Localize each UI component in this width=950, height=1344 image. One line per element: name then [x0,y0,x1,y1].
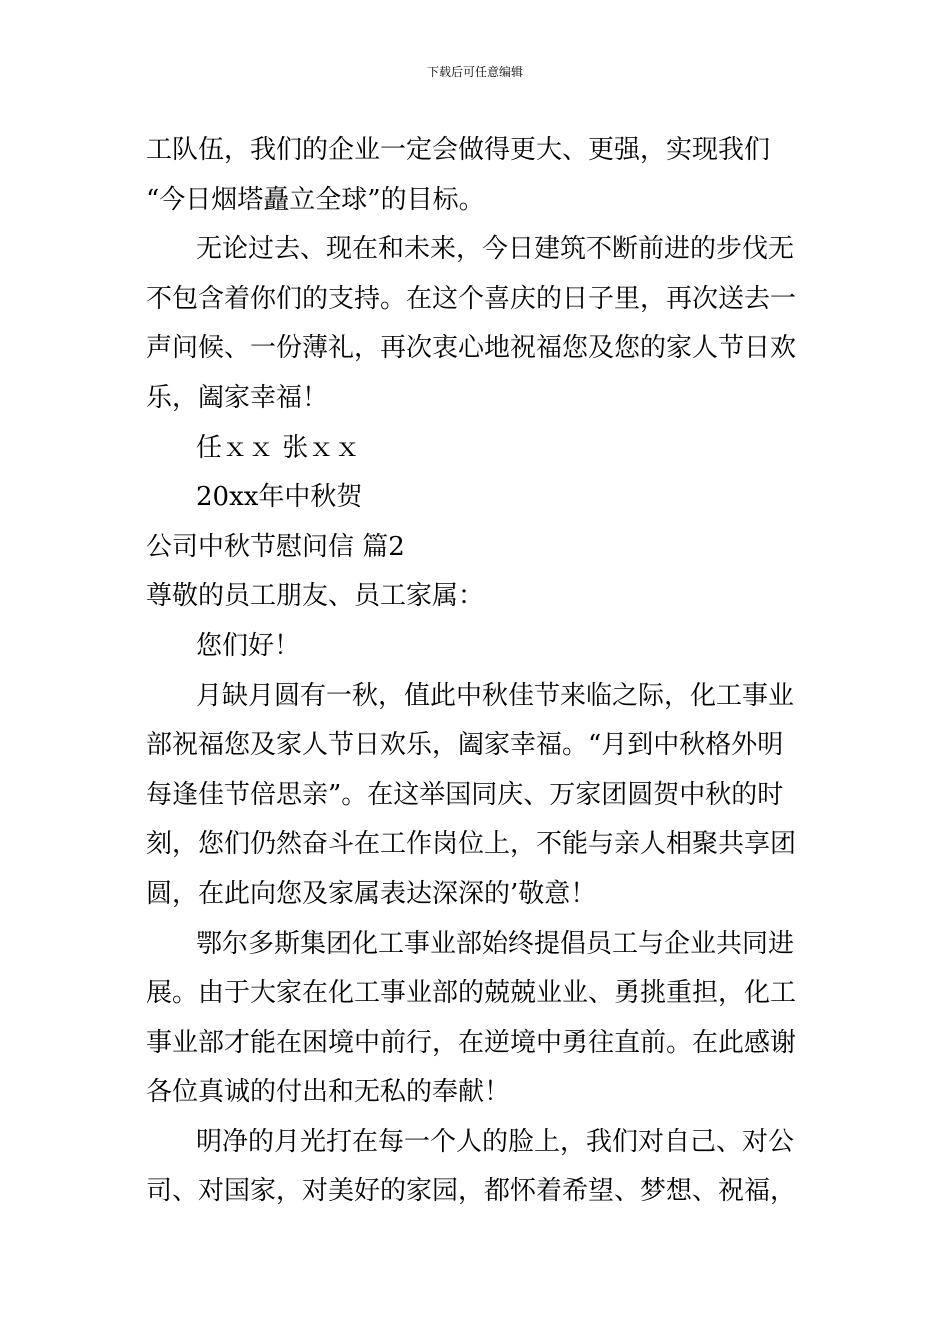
text-line: 任ｘｘ 张ｘｘ [196,432,361,463]
text-line: 工队伍，我们的企业一定会做得更大、更强，实现我们 [146,135,771,165]
text-line: 鄂尔多斯集团化工事业部始终提倡员工与企业共同进 [196,928,795,959]
text-line: 不包含着你们的支持。在这个喜庆的日子里，再次送去一 [146,283,797,314]
text-line: 尊敬的员工朋友、员工家属： [146,581,485,612]
text-line: 事业部才能在困境中前行，在逆境中勇往直前。在此感谢 [146,1027,797,1058]
text-line: 月缺月圆有一秋，值此中秋佳节来临之际，化工事业 [196,680,795,711]
document-body [146,126,818,1217]
header-note: 下载后可任意编辑 [426,65,523,79]
text-line: 每逢佳节倍思亲”。在这举国同庆、万家团圆贺中秋的时 [146,779,784,810]
text-line: 声问候、一份薄礼，再次衷心地祝福您及您的家人节日欢 [146,333,797,364]
text-line: 各位真诚的付出和无私的奉献！ [146,1077,511,1108]
text-line: 司、对国家，对美好的家园，都怀着希望、梦想、祝福， [146,1176,797,1207]
text-line: 刻，您们仍然奋斗在工作岗位上，不能与亲人相聚共享团 [146,829,797,860]
text-line: 20xx年中秋贺 [196,482,363,513]
text-line: 展。由于大家在化工事业部的兢兢业业、勇挑重担，化工 [146,978,797,1009]
text-line: 乐，阖家幸福！ [146,382,329,413]
text-line: 部祝福您及家人节日欢乐，阖家幸福。“月到中秋格外明 [146,730,784,761]
text-line: 明净的月光打在每一个人的脸上，我们对自己、对公 [196,1126,795,1157]
text-line: 公司中秋节慰问信 篇2 [146,531,405,562]
text-line: 无论过去、现在和未来，今日建筑不断前进的步伐无 [196,234,795,265]
text-line: 您们好！ [196,630,301,661]
text-line: 圆，在此向您及家属表达深深的’敬意！ [146,878,597,909]
text-line: “今日烟塔矗立全球”的目标。 [146,184,485,215]
